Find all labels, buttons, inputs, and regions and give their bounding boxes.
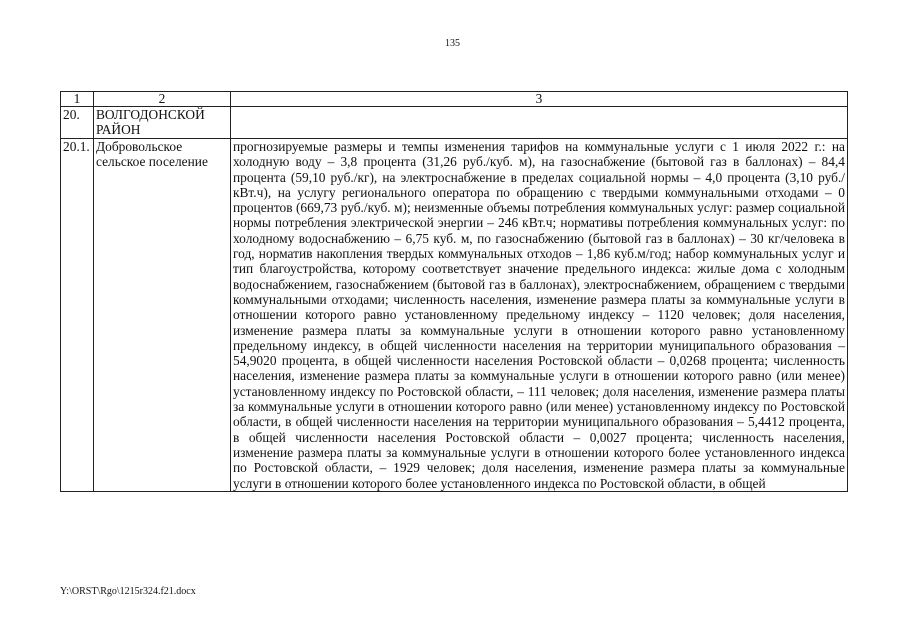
header-cell-1: 1 [61,92,94,107]
district-row [61,107,848,139]
district-number: 20. [61,107,94,139]
page-number: 135 [445,38,460,49]
footer-file-path: Y:\ORST\Rgo\1215r324.f21.docx [60,586,196,597]
tariff-table [60,91,848,492]
row-number: 20.1. [61,139,94,492]
district-empty-cell [231,107,848,139]
district-name: ВОЛГОДОНСКОЙ РАЙОН [94,107,231,139]
table-header-row [61,92,848,107]
header-cell-3: 3 [231,92,848,107]
table-row [61,139,848,492]
header-cell-2: 2 [94,92,231,107]
settlement-name: Добровольское сельское поселение [94,139,231,492]
row-text: прогнозируемые размеры и темпы изменения тарифов на коммунальные услуги с 1 июля 2022 г.: на холодную воду – 3,8 процента (31,26 руб./куб. м), на газоснабжение (бытовой газ в баллонах) – 84,4 процента (59,10 руб./кг), на электроснабжение в пределах социальной нормы – 4,0 процента (3,10 руб./кВт.ч), на услугу регионального оператора по обращению с твердыми коммунальными отходами – 0 процентов (669,73 руб./куб. м); неизменные объемы потребления коммунальных услуг: размер социальной нормы потребления электрической энергии – 246 кВт.ч; нормативы потребления коммунальных услуг: по холодному водоснабжению – 6,75 куб. м, по газоснабжению (бытовой газ в баллонах) – 30 кг/человека в год, норматив накопления твердых коммунальных отходов – 1,86 куб.м/год; набор коммунальных услуг и тип благоустройства, которому соответствует значение предельного индекса: жилые дома с холодным водоснабжением, газоснабжением (бытовой газ в баллонах), электроснабжением, обращением с твердыми коммунальными отходами; численность населения, изменение размера платы за коммунальные услуги в отношении которого равно установленному предельному индексу – 1120 человек; доля населения, изменение размера платы за коммунальные услуги в отношении которого равно установленному предельному индексу, в общей численности населения на территории муниципального образования – 54,9020 процента, в общей численности населения Ростовской области – 0,0268 процента; численность населения, изменение размера платы за коммунальные услуги в отношении которого равно (или менее) установленному индексу по Ростовской области, – 111 человек; доля населения, изменение размера платы за коммунальные услуги в отношении которого равно (или менее) установленному индексу по Ростовской области, в общей численности населения на территории муниципального образования – 5,4412 процента, в общей численности населения Ростовской области – 0,0027 процента; численность населения, изменение размера платы за коммунальные услуги в отношении которого более установленного индекса по Ростовской области, – 1929 человек; доля населения, изменение размера платы за коммунальные услуги в отношении которого более установленного индекса по Ростовской области, в общей [231,139,848,492]
